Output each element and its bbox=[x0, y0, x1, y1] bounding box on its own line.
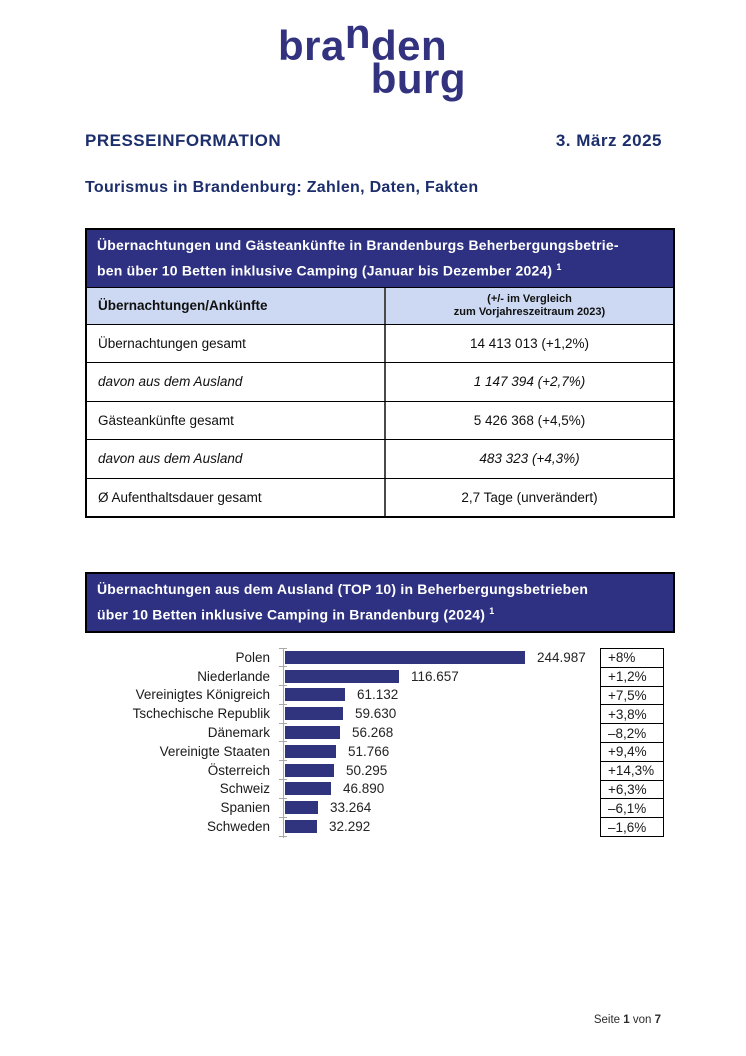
chart-bar-row bbox=[85, 742, 595, 761]
column-header-right bbox=[384, 288, 673, 324]
table-row-value: 5 426 368 (+4,5%) bbox=[384, 402, 673, 440]
top10-bar-chart bbox=[85, 648, 595, 836]
pct-change-cell: +8% bbox=[600, 648, 664, 668]
chart-value-label: 50.295 bbox=[346, 762, 388, 778]
table-row-label: Gästeankünfte gesamt bbox=[98, 412, 234, 428]
chart-value-label: 244.987 bbox=[537, 649, 586, 665]
table-row bbox=[87, 324, 673, 363]
pct-change-cell: +3,8% bbox=[600, 704, 664, 724]
chart-bar bbox=[285, 745, 336, 758]
stats-table-subheader bbox=[87, 287, 673, 324]
pct-change-cell: +14,3% bbox=[600, 761, 664, 781]
press-date: 3. März 2025 bbox=[555, 131, 662, 150]
chart-category-label: Niederlande bbox=[197, 668, 270, 684]
stats-table-header-line2: ben über 10 Betten inklusive Camping (Januar bis Dezember 2024) bbox=[97, 262, 557, 279]
chart-bar-row bbox=[85, 780, 595, 799]
page-title: Tourismus in Brandenburg: Zahlen, Daten, Fakten bbox=[85, 179, 479, 196]
logo-part-den: den bbox=[371, 22, 448, 69]
table-row bbox=[87, 362, 673, 401]
chart-bar-row bbox=[85, 817, 595, 836]
chart-bar-row bbox=[85, 686, 595, 705]
logo-part-bra: bra bbox=[278, 22, 345, 69]
chart-bar-row bbox=[85, 798, 595, 817]
chart-bar bbox=[285, 782, 331, 795]
press-title: PRESSEINFORMATION bbox=[85, 131, 282, 150]
chart-bar-row bbox=[85, 761, 595, 780]
table-row-value: 483 323 (+4,3%) bbox=[384, 440, 673, 478]
chart-value-label: 56.268 bbox=[352, 725, 394, 741]
chart-section-header-line2: über 10 Betten inklusive Camping in Brandenburg (2024) bbox=[97, 606, 490, 623]
chart-category-label: Dänemark bbox=[207, 725, 270, 741]
table-row-value: 2,7 Tage (unverändert) bbox=[384, 479, 673, 517]
page-number-mid: von bbox=[629, 1014, 655, 1026]
table-row bbox=[87, 478, 673, 517]
stats-table-header-line1: Übernachtungen und Gästeankünfte in Brandenburgs Beherbergungsbetrie- bbox=[97, 237, 619, 253]
column-header-left: Übernachtungen/Ankünfte bbox=[98, 298, 268, 314]
logo-raised-n: n bbox=[344, 10, 372, 57]
chart-category-label: Spanien bbox=[220, 800, 270, 816]
chart-bar-row bbox=[85, 723, 595, 742]
stats-table bbox=[85, 228, 675, 518]
chart-value-label: 61.132 bbox=[357, 687, 399, 703]
column-header-right-line1: (+/- im Vergleich bbox=[487, 292, 572, 305]
chart-bar bbox=[285, 707, 343, 720]
chart-bar bbox=[285, 801, 318, 814]
chart-category-label: Vereinigte Staaten bbox=[159, 743, 270, 759]
pct-change-cell: +1,2% bbox=[600, 667, 664, 687]
logo-line2: burg bbox=[370, 55, 466, 102]
chart-value-label: 59.630 bbox=[355, 706, 397, 722]
chart-value-label: 51.766 bbox=[348, 743, 390, 759]
chart-section-header-line1: Übernachtungen aus dem Ausland (TOP 10) in Beherbergungsbetrieben bbox=[97, 581, 589, 597]
stats-table-header bbox=[87, 230, 673, 287]
page-number-total: 7 bbox=[654, 1014, 661, 1026]
column-header-right-line2: zum Vorjahreszeitraum 2023) bbox=[453, 305, 606, 318]
page-number bbox=[594, 1014, 661, 1026]
chart-value-label: 116.657 bbox=[411, 668, 459, 684]
chart-category-label: Schweiz bbox=[219, 781, 270, 797]
chart-value-label: 33.264 bbox=[330, 800, 372, 816]
chart-bar bbox=[285, 688, 345, 701]
table-row-value: 1 147 394 (+2,7%) bbox=[384, 363, 673, 401]
brandenburg-logo bbox=[278, 10, 468, 102]
chart-section-header bbox=[85, 572, 675, 633]
chart-bar-row bbox=[85, 667, 595, 686]
table-row-label: Ø Aufenthaltsdauer gesamt bbox=[98, 489, 262, 505]
pct-change-cell: +9,4% bbox=[600, 742, 664, 762]
pct-change-cell: +7,5% bbox=[600, 686, 664, 706]
chart-category-label: Schweden bbox=[206, 819, 270, 835]
table-row bbox=[87, 401, 673, 440]
chart-bar bbox=[285, 670, 399, 683]
chart-value-label: 46.890 bbox=[343, 781, 385, 797]
footnote-marker: 1 bbox=[489, 606, 495, 616]
chart-bar bbox=[285, 651, 525, 664]
chart-value-label: 32.292 bbox=[329, 819, 371, 835]
press-header-row bbox=[85, 131, 662, 151]
table-row-label: davon aus dem Ausland bbox=[98, 374, 243, 390]
pct-change-cell: –6,1% bbox=[600, 798, 664, 818]
footnote-marker: 1 bbox=[556, 262, 562, 272]
chart-bar-row bbox=[85, 704, 595, 723]
chart-category-label: Österreich bbox=[207, 762, 270, 778]
pct-change-cell: +6,3% bbox=[600, 780, 664, 800]
chart-bar bbox=[285, 726, 340, 739]
pct-change-cell: –1,6% bbox=[600, 817, 664, 837]
chart-bar bbox=[285, 764, 334, 777]
chart-category-label: Tschechische Republik bbox=[132, 706, 270, 722]
page-number-current: 1 bbox=[623, 1014, 630, 1026]
chart-category-label: Polen bbox=[235, 649, 270, 665]
pct-change-table bbox=[600, 648, 664, 837]
table-row bbox=[87, 439, 673, 478]
chart-bar-row bbox=[85, 648, 595, 667]
page-number-pre: Seite bbox=[593, 1014, 624, 1026]
chart-category-label: Vereinigtes Königreich bbox=[135, 687, 270, 703]
table-row-value: 14 413 013 (+1,2%) bbox=[384, 325, 673, 363]
table-row-label: Übernachtungen gesamt bbox=[98, 335, 246, 351]
pct-change-cell: –8,2% bbox=[600, 723, 664, 743]
chart-bar bbox=[285, 820, 317, 833]
table-row-label: davon aus dem Ausland bbox=[98, 451, 243, 467]
